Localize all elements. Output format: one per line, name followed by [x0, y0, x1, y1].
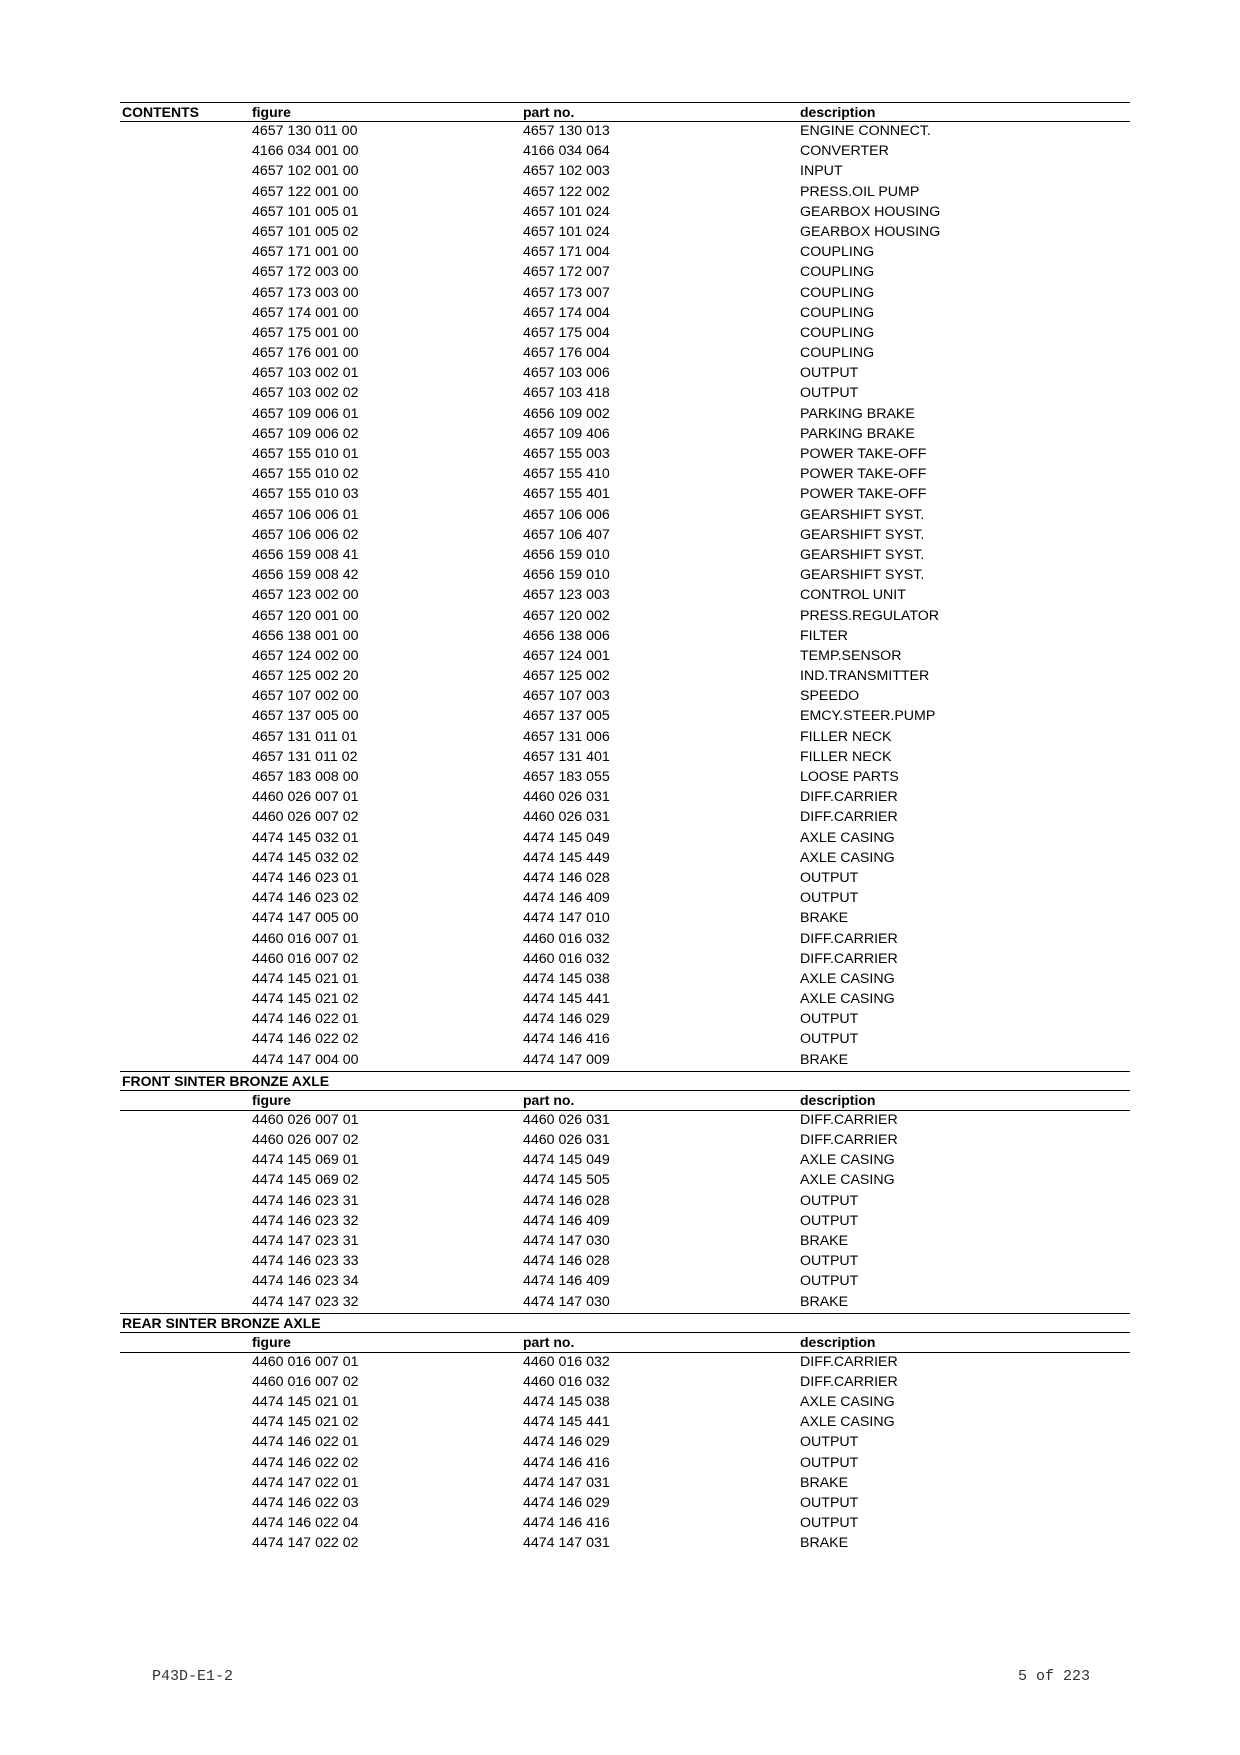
table-row: [120, 122, 1130, 142]
part-number-cell: 4474 146 029: [523, 1434, 610, 1451]
table-row: [120, 485, 1130, 505]
table-row: [120, 647, 1130, 667]
part-number-cell: 4474 147 010: [523, 910, 610, 927]
description-cell: FILLER NECK: [800, 748, 892, 765]
part-number-cell: 4474 145 505: [523, 1172, 610, 1189]
table-row: [120, 1212, 1130, 1232]
figure-cell: 4474 147 022 02: [252, 1535, 359, 1552]
description-cell: GEARSHIFT SYST.: [800, 526, 925, 543]
figure-cell: 4657 131 011 01: [252, 728, 358, 745]
description-cell: ENGINE CONNECT.: [800, 123, 931, 139]
section-title: REAR SINTER BRONZE AXLE: [122, 1314, 321, 1331]
section-title: FRONT SINTER BRONZE AXLE: [122, 1072, 330, 1089]
part-number-cell: 4657 101 024: [523, 223, 610, 240]
part-number-cell: 4656 159 010: [523, 546, 610, 563]
figure-cell: 4474 147 022 01: [252, 1474, 359, 1491]
part-number-cell: 4656 159 010: [523, 567, 610, 584]
description-cell: COUPLING: [800, 324, 875, 341]
table-row: [120, 1413, 1130, 1433]
description-cell: LOOSE PARTS: [800, 769, 899, 785]
description-cell: AXLE CASING: [800, 991, 895, 1008]
table-row: [120, 1514, 1130, 1534]
description-cell: OUTPUT: [800, 1212, 859, 1229]
part-number-cell: 4460 016 032: [523, 930, 610, 947]
col-description-header: description: [800, 1333, 876, 1350]
description-cell: CONVERTER: [800, 143, 889, 160]
part-number-cell: 4657 106 006: [523, 506, 610, 523]
table-row: [120, 1454, 1130, 1474]
part-number-cell: 4460 016 032: [523, 1353, 610, 1370]
figure-cell: 4474 146 022 03: [252, 1495, 359, 1511]
description-cell: COUPLING: [800, 284, 875, 301]
description-cell: IND.TRANSMITTER: [800, 668, 930, 685]
figure-cell: 4657 106 006 01: [252, 506, 359, 523]
table-row: [120, 1293, 1130, 1313]
description-cell: BRAKE: [800, 1051, 849, 1068]
section-2: [120, 1313, 1130, 1555]
col-partno-header: part no.: [523, 104, 575, 120]
figure-cell: 4657 125 002 20: [252, 668, 359, 685]
figure-cell: 4474 145 032 02: [252, 849, 359, 866]
figure-cell: 4460 026 007 01: [252, 1111, 359, 1128]
table-row: [120, 526, 1130, 546]
table-row: [120, 566, 1130, 586]
table-row: [120, 243, 1130, 263]
description-cell: OUTPUT: [800, 385, 859, 402]
part-number-cell: 4474 147 030: [523, 1293, 610, 1310]
description-cell: GEARSHIFT SYST.: [800, 567, 925, 584]
description-cell: DIFF.CARRIER: [800, 809, 898, 826]
description-cell: DIFF.CARRIER: [800, 789, 898, 806]
table-row: [120, 768, 1130, 788]
table-row: [120, 1051, 1130, 1071]
col-figure-header: figure: [252, 1091, 291, 1108]
table-row: [120, 990, 1130, 1010]
description-cell: PRESS.REGULATOR: [800, 607, 940, 624]
figure-cell: 4657 171 001 00: [252, 244, 359, 261]
description-cell: PARKING BRAKE: [800, 405, 915, 422]
part-number-cell: 4657 171 004: [523, 244, 610, 261]
part-number-cell: 4657 155 401: [523, 486, 610, 503]
part-number-cell: 4474 145 038: [523, 1394, 610, 1411]
figure-cell: 4460 026 007 02: [252, 1132, 359, 1148]
figure-cell: 4460 016 007 01: [252, 930, 359, 947]
table-row: [120, 586, 1130, 606]
part-number-cell: 4474 145 441: [523, 1414, 610, 1431]
table-row: [120, 465, 1130, 485]
section-header: [120, 1313, 1130, 1333]
table-row: [120, 364, 1130, 384]
description-cell: POWER TAKE-OFF: [800, 446, 927, 462]
part-number-cell: 4474 146 416: [523, 1031, 610, 1048]
description-cell: DIFF.CARRIER: [800, 1373, 898, 1390]
table-row: [120, 284, 1130, 304]
figure-cell: 4474 147 023 31: [252, 1232, 359, 1249]
figure-cell: 4657 101 005 01: [252, 203, 359, 220]
table-row: [120, 263, 1130, 283]
figure-cell: 4474 146 022 02: [252, 1031, 359, 1048]
table-row: [120, 1232, 1130, 1252]
table-row: [120, 607, 1130, 627]
table-row: [120, 930, 1130, 950]
figure-cell: 4657 130 011 00: [252, 123, 358, 139]
description-cell: FILTER: [800, 627, 848, 644]
description-cell: INPUT: [800, 163, 843, 180]
figure-cell: 4474 145 069 01: [252, 1152, 359, 1169]
part-number-cell: 4657 155 410: [523, 466, 610, 483]
figure-cell: 4460 026 007 02: [252, 809, 359, 826]
section-1: [120, 1071, 1130, 1313]
table-row: [120, 808, 1130, 828]
figure-cell: 4657 175 001 00: [252, 324, 359, 341]
part-number-cell: 4460 026 031: [523, 1111, 610, 1128]
description-cell: BRAKE: [800, 1474, 849, 1491]
part-number-cell: 4657 125 002: [523, 668, 610, 685]
figure-cell: 4656 159 008 41: [252, 546, 359, 563]
description-cell: DIFF.CARRIER: [800, 930, 898, 947]
table-row: [120, 788, 1130, 808]
part-number-cell: 4657 101 024: [523, 203, 610, 220]
part-number-cell: 4460 026 031: [523, 1132, 610, 1148]
table-row: [120, 203, 1130, 223]
table-row: [120, 970, 1130, 990]
description-cell: CONTROL UNIT: [800, 587, 906, 604]
part-number-cell: 4474 146 028: [523, 869, 610, 886]
figure-cell: 4657 131 011 02: [252, 748, 358, 765]
figure-cell: 4657 103 002 02: [252, 385, 359, 402]
section-0: [120, 102, 1130, 1071]
figure-cell: 4656 138 001 00: [252, 627, 359, 644]
table-row: [120, 707, 1130, 727]
figure-cell: 4474 146 023 31: [252, 1192, 359, 1209]
part-number-cell: 4474 145 441: [523, 991, 610, 1008]
description-cell: DIFF.CARRIER: [800, 950, 898, 967]
part-number-cell: 4474 146 409: [523, 1212, 610, 1229]
table-row: [120, 304, 1130, 324]
table-row: [120, 667, 1130, 687]
part-number-cell: 4657 173 007: [523, 284, 610, 301]
description-cell: OUTPUT: [800, 1031, 859, 1048]
description-cell: PARKING BRAKE: [800, 425, 915, 442]
figure-cell: 4474 146 022 01: [252, 1434, 359, 1451]
description-cell: OUTPUT: [800, 1454, 859, 1471]
table-row: [120, 728, 1130, 748]
table-row: [120, 829, 1130, 849]
description-cell: GEARBOX HOUSING: [800, 223, 941, 240]
figure-cell: 4474 146 023 01: [252, 869, 359, 886]
figure-cell: 4474 145 069 02: [252, 1172, 359, 1189]
table-row: [120, 142, 1130, 162]
table-row: [120, 1252, 1130, 1272]
figure-cell: 4460 016 007 02: [252, 950, 359, 967]
parts-list-document: [120, 102, 1130, 1555]
part-number-cell: 4657 103 418: [523, 385, 610, 402]
description-cell: AXLE CASING: [800, 1414, 895, 1431]
part-number-cell: 4166 034 064: [523, 143, 610, 160]
table-row: [120, 1171, 1130, 1191]
description-cell: POWER TAKE-OFF: [800, 466, 927, 483]
figure-cell: 4657 102 001 00: [252, 163, 359, 180]
figure-cell: 4656 159 008 42: [252, 567, 359, 584]
part-number-cell: 4656 109 002: [523, 405, 610, 422]
table-row: [120, 1151, 1130, 1171]
figure-cell: 4657 155 010 02: [252, 466, 359, 483]
figure-cell: 4474 145 032 01: [252, 829, 359, 846]
description-cell: OUTPUT: [800, 1495, 859, 1511]
figure-cell: 4166 034 001 00: [252, 143, 359, 160]
figure-cell: 4474 146 023 32: [252, 1212, 359, 1229]
description-cell: COUPLING: [800, 345, 875, 362]
part-number-cell: 4474 147 030: [523, 1232, 610, 1249]
figure-cell: 4657 172 003 00: [252, 264, 359, 281]
part-number-cell: 4474 145 038: [523, 970, 610, 987]
table-row: [120, 1433, 1130, 1453]
table-row: [120, 546, 1130, 566]
figure-cell: 4474 146 022 01: [252, 1011, 359, 1028]
table-row: [120, 1131, 1130, 1151]
description-cell: TEMP.SENSOR: [800, 647, 902, 664]
table-row: [120, 1272, 1130, 1292]
figure-cell: 4474 147 004 00: [252, 1051, 359, 1068]
description-cell: OUTPUT: [800, 1192, 859, 1209]
figure-cell: 4460 026 007 01: [252, 789, 359, 806]
part-number-cell: 4474 147 009: [523, 1051, 610, 1068]
part-number-cell: 4657 131 401: [523, 748, 610, 765]
figure-cell: 4657 120 001 00: [252, 607, 359, 624]
description-cell: OUTPUT: [800, 1434, 859, 1451]
part-number-cell: 4460 026 031: [523, 789, 610, 806]
section-title: CONTENTS: [122, 104, 199, 120]
description-cell: AXLE CASING: [800, 849, 895, 866]
table-row: [120, 1192, 1130, 1212]
description-cell: DIFF.CARRIER: [800, 1111, 898, 1128]
description-cell: POWER TAKE-OFF: [800, 486, 927, 503]
description-cell: BRAKE: [800, 1535, 849, 1552]
table-row: [120, 849, 1130, 869]
figure-cell: 4657 107 002 00: [252, 688, 359, 705]
part-number-cell: 4657 155 003: [523, 446, 610, 462]
figure-cell: 4474 146 022 02: [252, 1454, 359, 1471]
figure-cell: 4657 124 002 00: [252, 647, 359, 664]
part-number-cell: 4460 016 032: [523, 1373, 610, 1390]
column-header-row: [120, 1333, 1130, 1353]
col-partno-header: part no.: [523, 1091, 575, 1108]
figure-cell: 4474 145 021 02: [252, 991, 359, 1008]
part-number-cell: 4474 146 029: [523, 1011, 610, 1028]
footer-doc-code: P43D-E1-2: [152, 1668, 234, 1685]
part-number-cell: 4657 124 001: [523, 647, 610, 664]
figure-cell: 4657 173 003 00: [252, 284, 359, 301]
part-number-cell: 4657 174 004: [523, 304, 610, 321]
part-number-cell: 4657 137 005: [523, 708, 610, 725]
description-cell: FILLER NECK: [800, 728, 892, 745]
figure-cell: 4474 147 023 32: [252, 1293, 359, 1310]
part-number-cell: 4657 106 407: [523, 526, 610, 543]
table-row: [120, 627, 1130, 647]
part-number-cell: 4474 146 416: [523, 1515, 610, 1532]
figure-cell: 4474 146 022 04: [252, 1515, 359, 1532]
description-cell: OUTPUT: [800, 365, 859, 382]
table-row: [120, 1353, 1130, 1373]
table-row: [120, 183, 1130, 203]
table-row: [120, 1010, 1130, 1030]
part-number-cell: 4474 147 031: [523, 1474, 610, 1491]
part-number-cell: 4474 145 449: [523, 849, 610, 866]
description-cell: SPEEDO: [800, 688, 860, 705]
part-number-cell: 4657 131 006: [523, 728, 610, 745]
figure-cell: 4657 137 005 00: [252, 708, 359, 725]
table-row: [120, 889, 1130, 909]
col-description-header: description: [800, 104, 876, 120]
description-cell: GEARSHIFT SYST.: [800, 506, 925, 523]
part-number-cell: 4657 175 004: [523, 324, 610, 341]
section-header: [120, 102, 1130, 122]
figure-cell: 4657 122 001 00: [252, 183, 359, 200]
figure-cell: 4474 146 023 34: [252, 1273, 359, 1290]
part-number-cell: 4474 146 409: [523, 890, 610, 907]
figure-cell: 4657 123 002 00: [252, 587, 359, 604]
figure-cell: 4657 155 010 01: [252, 446, 359, 462]
column-header-row: [120, 1091, 1130, 1111]
part-number-cell: 4657 123 003: [523, 587, 610, 604]
col-figure-header: figure: [252, 1333, 291, 1350]
figure-cell: 4474 145 021 01: [252, 970, 359, 987]
part-number-cell: 4474 147 031: [523, 1535, 610, 1552]
table-row: [120, 405, 1130, 425]
description-cell: PRESS.OIL PUMP: [800, 183, 920, 200]
table-row: [120, 1111, 1130, 1131]
description-cell: COUPLING: [800, 264, 875, 281]
description-cell: BRAKE: [800, 1232, 849, 1249]
part-number-cell: 4657 103 006: [523, 365, 610, 382]
figure-cell: 4657 174 001 00: [252, 304, 359, 321]
figure-cell: 4657 109 006 02: [252, 425, 359, 442]
description-cell: AXLE CASING: [800, 1152, 895, 1169]
table-row: [120, 425, 1130, 445]
figure-cell: 4657 106 006 02: [252, 526, 359, 543]
description-cell: BRAKE: [800, 910, 849, 927]
table-row: [120, 324, 1130, 344]
table-row: [120, 869, 1130, 889]
figure-cell: 4657 183 008 00: [252, 769, 359, 785]
part-number-cell: 4474 146 029: [523, 1495, 610, 1511]
part-number-cell: 4474 146 028: [523, 1253, 610, 1270]
table-row: [120, 1373, 1130, 1393]
col-description-header: description: [800, 1091, 876, 1108]
part-number-cell: 4657 183 055: [523, 769, 610, 785]
description-cell: COUPLING: [800, 304, 875, 321]
table-row: [120, 1474, 1130, 1494]
table-row: [120, 1494, 1130, 1514]
table-row: [120, 223, 1130, 243]
description-cell: AXLE CASING: [800, 970, 895, 987]
part-number-cell: 4460 026 031: [523, 809, 610, 826]
figure-cell: 4474 147 005 00: [252, 910, 359, 927]
col-partno-header: part no.: [523, 1333, 575, 1350]
description-cell: OUTPUT: [800, 869, 859, 886]
figure-cell: 4460 016 007 01: [252, 1353, 359, 1370]
description-cell: GEARBOX HOUSING: [800, 203, 941, 220]
part-number-cell: 4657 107 003: [523, 688, 610, 705]
description-cell: DIFF.CARRIER: [800, 1353, 898, 1370]
part-number-cell: 4657 130 013: [523, 123, 610, 139]
part-number-cell: 4474 145 049: [523, 1152, 610, 1169]
part-number-cell: 4657 122 002: [523, 183, 610, 200]
part-number-cell: 4474 146 028: [523, 1192, 610, 1209]
table-row: [120, 384, 1130, 404]
figure-cell: 4474 146 023 33: [252, 1253, 359, 1270]
figure-cell: 4657 103 002 01: [252, 365, 359, 382]
description-cell: AXLE CASING: [800, 1172, 895, 1189]
description-cell: GEARSHIFT SYST.: [800, 546, 925, 563]
table-row: [120, 687, 1130, 707]
description-cell: OUTPUT: [800, 1011, 859, 1028]
part-number-cell: 4657 120 002: [523, 607, 610, 624]
description-cell: OUTPUT: [800, 1515, 859, 1532]
table-row: [120, 506, 1130, 526]
figure-cell: 4474 145 021 02: [252, 1414, 359, 1431]
figure-cell: 4657 101 005 02: [252, 223, 359, 240]
part-number-cell: 4657 172 007: [523, 264, 610, 281]
description-cell: OUTPUT: [800, 1253, 859, 1270]
figure-cell: 4460 016 007 02: [252, 1373, 359, 1390]
figure-cell: 4474 146 023 02: [252, 890, 359, 907]
figure-cell: 4657 155 010 03: [252, 486, 359, 503]
table-row: [120, 162, 1130, 182]
description-cell: AXLE CASING: [800, 1394, 895, 1411]
description-cell: OUTPUT: [800, 890, 859, 907]
part-number-cell: 4474 145 049: [523, 829, 610, 846]
section-header: [120, 1071, 1130, 1091]
table-row: [120, 950, 1130, 970]
col-figure-header: figure: [252, 104, 291, 120]
figure-cell: 4657 176 001 00: [252, 345, 359, 362]
description-cell: COUPLING: [800, 244, 875, 261]
table-row: [120, 445, 1130, 465]
description-cell: BRAKE: [800, 1293, 849, 1310]
table-row: [120, 909, 1130, 929]
table-row: [120, 1534, 1130, 1554]
footer-page-info: 5 of 223: [1018, 1668, 1091, 1685]
part-number-cell: 4657 102 003: [523, 163, 610, 180]
part-number-cell: 4474 146 409: [523, 1273, 610, 1290]
part-number-cell: 4474 146 416: [523, 1454, 610, 1471]
part-number-cell: 4460 016 032: [523, 950, 610, 967]
part-number-cell: 4657 109 406: [523, 425, 610, 442]
figure-cell: 4474 145 021 01: [252, 1394, 359, 1411]
part-number-cell: 4656 138 006: [523, 627, 610, 644]
description-cell: EMCY.STEER.PUMP: [800, 708, 936, 725]
table-row: [120, 344, 1130, 364]
description-cell: AXLE CASING: [800, 829, 895, 846]
part-number-cell: 4657 176 004: [523, 345, 610, 362]
description-cell: OUTPUT: [800, 1273, 859, 1290]
description-cell: DIFF.CARRIER: [800, 1132, 898, 1148]
table-row: [120, 1030, 1130, 1050]
figure-cell: 4657 109 006 01: [252, 405, 359, 422]
table-row: [120, 1393, 1130, 1413]
table-row: [120, 748, 1130, 768]
